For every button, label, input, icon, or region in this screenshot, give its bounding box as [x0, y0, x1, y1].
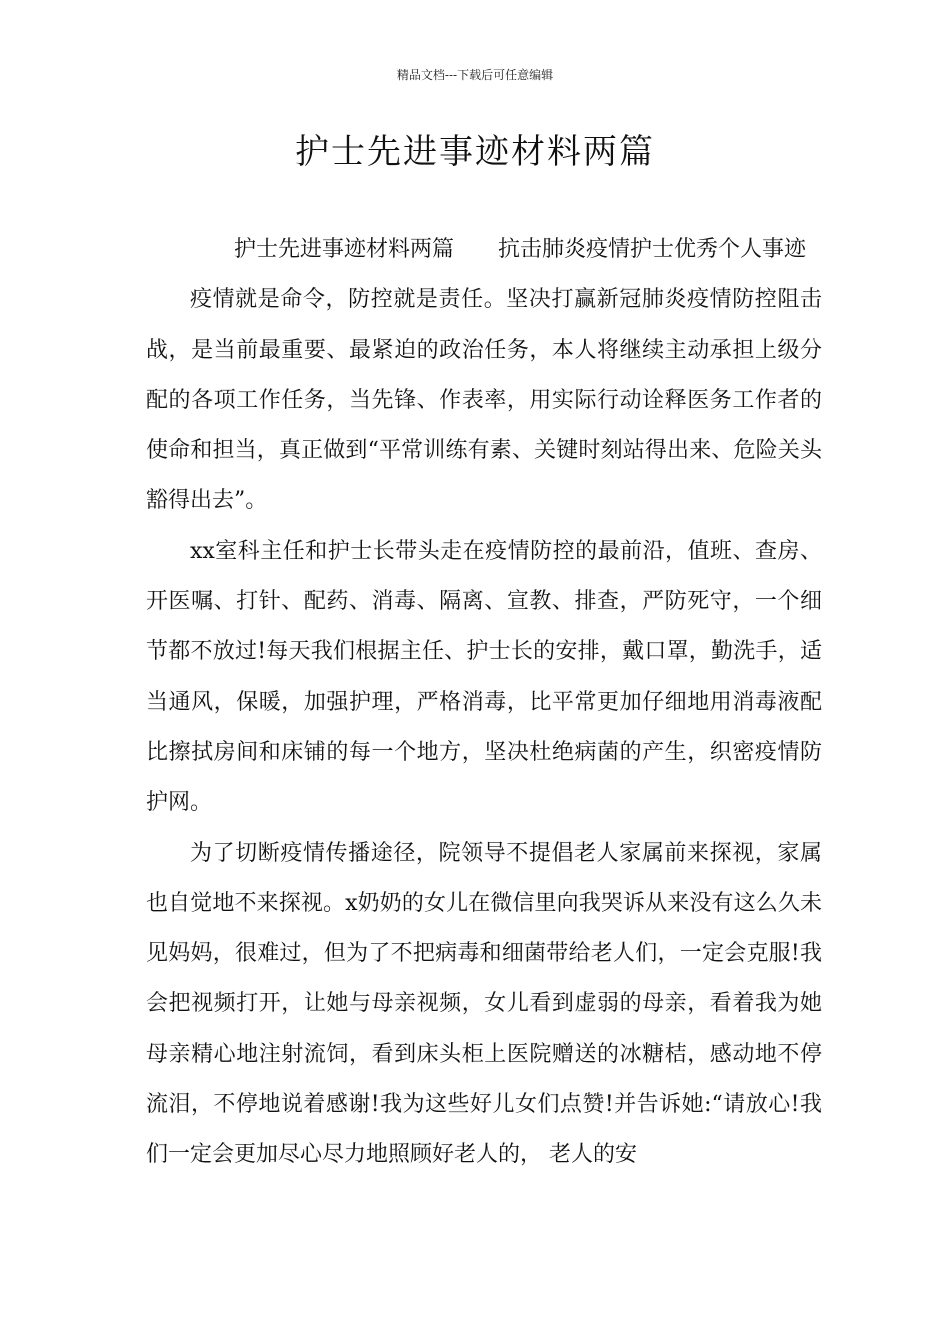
paragraph-1: 疫情就是命令，防控就是责任。坚决打赢新冠肺炎疫情防控阻击战，是当前最重要、最紧迫的政治任务，本人将继续主动承担上级分配的各项工作任务，当先锋、作表率，用实际行动诠释医务工作者的使命和担当，真正做到“平常训练有素、关键时刻站得出来、危险关头豁得出去”。	[146, 287, 822, 514]
subtitle-part-1: 护士先进事迹材料两篇	[234, 237, 455, 262]
document-body	[146, 225, 822, 1181]
paragraph-3: 为了切断疫情传播途径，院领导不提倡老人家属前来探视，家属也自觉地不来探视。x奶奶的女儿在微信里向我哭诉从来没有这么久未见妈妈，很难过，但为了不把病毒和细菌带给老人们，一定会克服!我会把视频打开，让她与母亲视频，女儿看到虚弱的母亲，看着我为她母亲精心地注射流饲，看到床头柜上医院赠送的冰糖桔，感动地不停流泪，不停地说着感谢!我为这些好儿女们点赞!并告诉她:“请放心!我们一定会更加尽心尽力地照顾好老人的， 老人的安	[146, 840, 822, 1168]
header-note: 精品文档---下载后可任意编辑	[396, 68, 554, 82]
subtitle-part-2: 抗击肺炎疫情护士优秀个人事迹	[498, 237, 807, 262]
paragraph-2: xx室科主任和护士长带头走在疫情防控的最前沿，值班、查房、开医嘱、打针、配药、消毒、隔离、宣教、排查，严防死守，一个细节都不放过!每天我们根据主任、护士长的安排，戴口罩，勤洗手，适当通风，保暖，加强护理，严格消毒，比平常更加仔细地用消毒液配比擦拭房间和床铺的每一个地方，坚决杜绝病菌的产生，织密疫情防护网。	[146, 538, 822, 816]
document-subtitle	[146, 225, 822, 275]
document-title: 护士先进事迹材料两篇	[295, 132, 655, 172]
